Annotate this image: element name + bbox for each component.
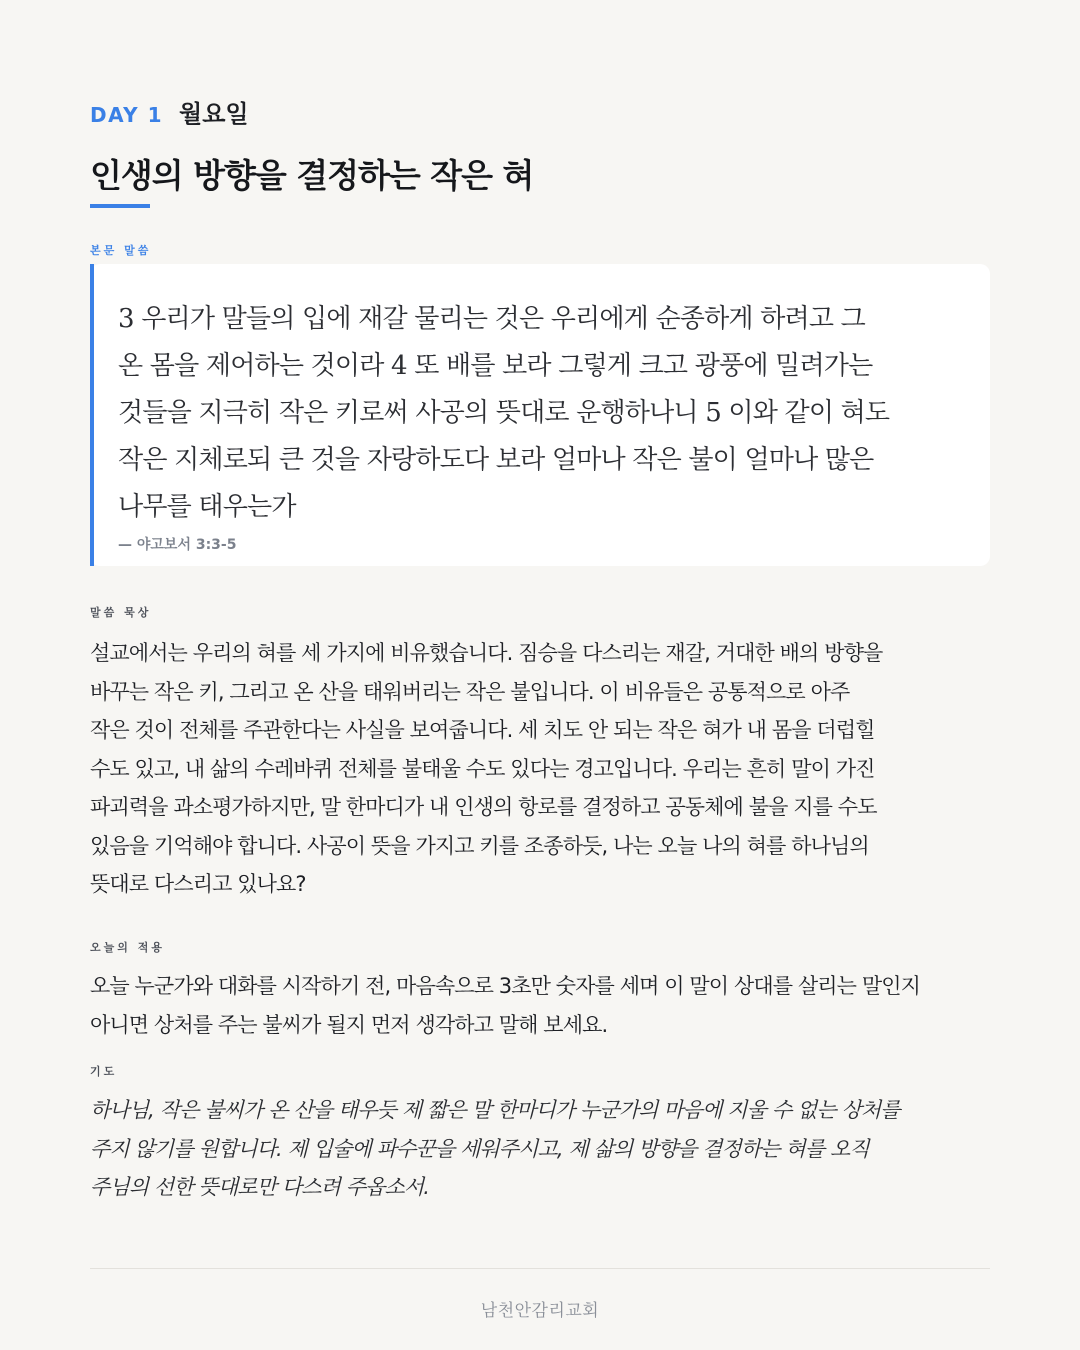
scripture-accent-bar <box>90 264 94 566</box>
scripture-line: 3 우리가 말들의 입에 재갈 물리는 것은 우리에게 순종하게 하려고 그 <box>118 304 865 334</box>
scripture-card <box>90 264 990 566</box>
meditation-line: 수도 있고, 내 삶의 수레바퀴 전체를 불태울 수도 있다는 경고입니다. 우리는 흔히 말이 가진 <box>90 756 875 781</box>
scripture-reference: — 야고보서 3:3-5 <box>118 537 237 553</box>
meditation-line: 설교에서는 우리의 혀를 세 가지에 비유했습니다. 짐승을 다스리는 재갈, 거대한 배의 방향을 <box>90 641 883 665</box>
scripture-line: 나무를 태우는가 <box>118 492 296 522</box>
meditation-line: 있음을 기억해야 합니다. 사공이 뜻을 가지고 키를 조종하듯, 나는 오늘 나의 혀를 하나님의 <box>90 833 869 858</box>
meditation-text <box>90 634 990 904</box>
prayer-line: 주지 않기를 원합니다. 제 입술에 파수꾼을 세워주시고, 제 삶의 방향을 결정하는 혀를 오직 <box>90 1136 869 1161</box>
application-section-label: 오늘의 적용 <box>90 941 165 954</box>
prayer-line: 주님의 선한 뜻대로만 다스려 주옵소서. <box>90 1175 430 1199</box>
prayer-text <box>90 1091 990 1207</box>
church-name: 남천안감리교회 <box>480 1301 600 1321</box>
prayer-line: 하나님, 작은 불씨가 온 산을 태우듯 제 짧은 말 한마디가 누군가의 마음에 지울 수 없는 상처를 <box>90 1098 900 1122</box>
meditation-line: 작은 것이 전체를 주관한다는 사실을 보여줍니다. 세 치도 안 되는 작은 혀가 내 몸을 더럽힐 <box>90 718 875 742</box>
day-label: DAY 1 <box>90 103 164 127</box>
scripture-line: 온 몸을 제어하는 것이라 4 또 배를 보라 그렇게 크고 광풍에 밀려가는 <box>118 351 873 381</box>
application-text <box>90 967 990 1044</box>
scripture-text <box>118 296 978 531</box>
scripture-line: 것들을 지극히 작은 키로써 사공의 뜻대로 운행하나니 5 이와 같이 혀도 <box>118 398 890 428</box>
meditation-section-label: 말씀 묵상 <box>90 606 152 619</box>
application-line: 아니면 상처를 주는 불씨가 될지 먼저 생각하고 말해 보세요. <box>90 1012 608 1037</box>
title-underline <box>90 204 150 208</box>
meditation-line: 바꾸는 작은 키, 그리고 온 산을 태워버리는 작은 불입니다. 이 비유들은 공통적으로 아주 <box>90 679 850 704</box>
weekday-label: 월요일 <box>179 100 249 128</box>
meditation-line: 파괴력을 과소평가하지만, 말 한마디가 내 인생의 항로를 결정하고 공동체에 불을 지를 수도 <box>90 795 877 819</box>
footer-divider <box>90 1268 990 1269</box>
prayer-section-label: 기도 <box>90 1065 118 1078</box>
day-header <box>90 94 249 129</box>
meditation-line: 뜻대로 다스리고 있나요? <box>90 872 306 896</box>
page-title: 인생의 방향을 결정하는 작은 혀 <box>90 156 534 195</box>
scripture-line: 작은 지체로되 큰 것을 자랑하도다 보라 얼마나 작은 불이 얼마나 많은 <box>118 445 874 475</box>
application-line: 오늘 누군가와 대화를 시작하기 전, 마음속으로 3초만 숫자를 세며 이 말이 상대를 살리는 말인지 <box>90 974 920 998</box>
scripture-section-label: 본문 말씀 <box>90 244 152 257</box>
